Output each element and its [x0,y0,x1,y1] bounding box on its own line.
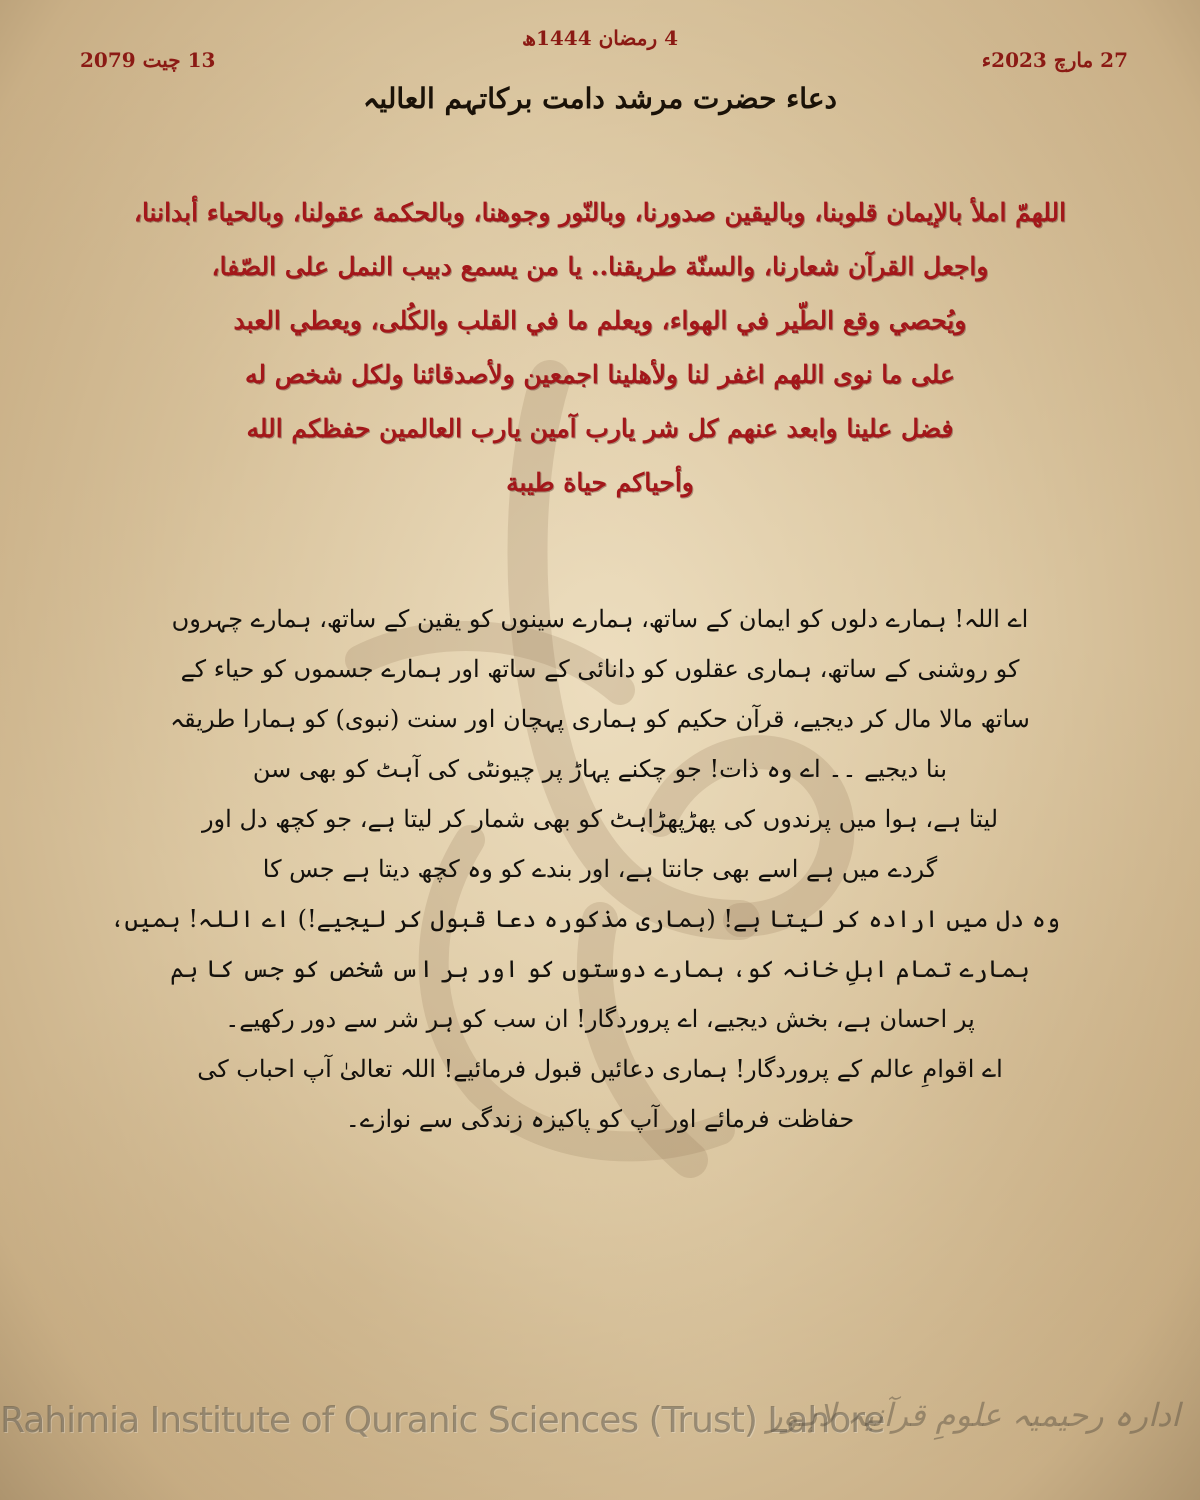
page-title: دعاء حضرت مرشد دامت برکاتہم العالیہ [362,82,838,115]
arabic-dua-line: على ما نوى اللهم اغفر لنا ولأهلينا اجمعين ولأصدقائنا ولكل شخص له [245,360,955,389]
arabic-dua-line: واجعل القرآن شعارنا، والسنّة طريقنا.. يا من يسمع دبيب النمل على الصّفا، [211,252,989,281]
arabic-dua-line: فضل علينا وابعد عنهم كل شر يارب آمين يارب العالمين حفظكم الله [246,414,954,443]
institute-name-english: Rahimia Institute of Quranic Sciences (Trust) Lahore [0,1400,885,1441]
urdu-translation-line: کو روشنی کے ساتھ، ہماری عقلوں کو دانائی کے ساتھ اور ہمارے جسموں کو حیاء کے [180,655,1020,683]
arabic-dua-line: اللھمّ املأ بالإيمان قلوبنا، وباليقين صدورنا، وبالنّور وجوهنا، وبالحكمة عقولنا، وبالحياء أبداننا، [133,198,1067,227]
arabic-dua-line: وأحياكم حياة طيبة [506,468,694,497]
urdu-translation-text [110,594,1060,1144]
urdu-translation-line: حفاظت فرمائے اور آپ کو پاکیزہ زندگی سے نوازے۔ [345,1105,855,1133]
gregorian-date: 27 مارچ 2023ء [981,48,1128,72]
urdu-translation-line: ہمارے تمام اہلِ خانہ کو، ہمارے دوستوں کو اور ہر اس شخص کو جس کا ہم [170,955,1030,983]
urdu-translation-line: لیتا ہے، ہوا میں پرندوں کی پھڑپھڑاہٹ کو بھی شمار کر لیتا ہے، جو کچھ دل اور [201,805,999,833]
institute-name-urdu-logo: ادارہ رحیمیہ علومِ قرآنیہ لاہور [767,1396,1180,1434]
arabic-dua-line: ويُحصي وقع الطّير في الهواء، ويعلم ما في القلب والكُلى، ويعطي العبد [233,306,967,335]
urdu-translation-line: اے اللہ! ہمارے دلوں کو ایمان کے ساتھ، ہمارے سینوں کو یقین کے ساتھ، ہمارے چہروں [171,605,1029,633]
urdu-translation-line: بنا دیجیے ۔۔ اے وہ ذات! جو چکنے پہاڑ پر چیونٹی کی آہٹ کو بھی سن [252,755,948,783]
urdu-translation-line: وہ دل میں ارادہ کر لیتا ہے! (ہماری مذکورہ دعا قبول کر لیجیے!) اے اللہ! ہمیں، [110,905,1060,933]
urdu-translation-line: پر احسان ہے، بخش دیجیے، اے پروردگار! ان سب کو ہر شر سے دور رکھیے۔ [225,1005,975,1033]
urdu-translation-line: ساتھ مالا مال کر دیجیے، قرآن حکیم کو ہماری پہچان اور سنت (نبوی) کو ہمارا طریقہ [170,705,1030,733]
arabic-dua-text [90,186,1110,510]
bikrami-date: 13 چیت 2079 [80,48,216,72]
hijri-date: 4 رمضان 1444ھ [522,26,678,50]
urdu-translation-line: گردے میں ہے اسے بھی جانتا ہے، اور بندے کو وہ کچھ دیتا ہے جس کا [262,855,938,883]
urdu-translation-line: اے اقوامِ عالم کے پروردگار! ہماری دعائیں قبول فرمائیے! اللہ تعالیٰ آپ احباب کی [197,1055,1003,1083]
